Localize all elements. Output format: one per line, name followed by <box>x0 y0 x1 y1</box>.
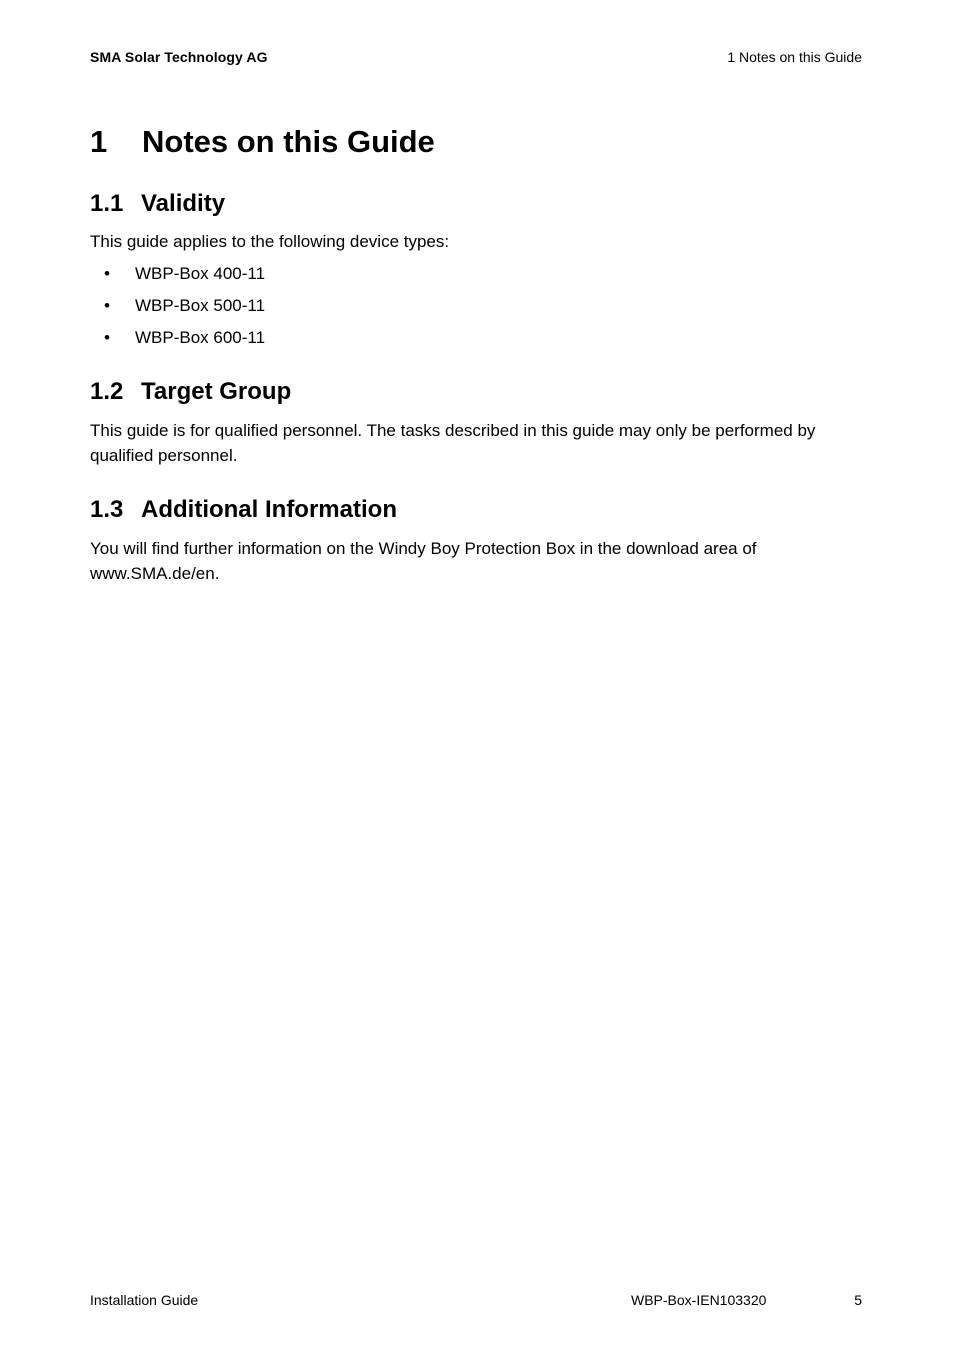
section-title-text: Target Group <box>141 378 292 405</box>
validity-intro: This guide applies to the following device types: <box>90 232 450 251</box>
bullet-icon: • <box>104 328 110 347</box>
additional-information-body: You will find further information on the Windy Boy Protection Box in the download area of www.SMA.de/en. <box>90 539 757 583</box>
section-title-validity <box>90 189 225 219</box>
footer-doc-id: WBP-Box-IEN103320 <box>631 1292 767 1308</box>
target-group-body: This guide is for qualified personnel. The tasks described in this guide may only be performed by qualified personnel. <box>90 421 816 465</box>
device-type: WBP-Box 600-11 <box>135 328 266 347</box>
device-type: WBP-Box 500-11 <box>135 296 266 315</box>
section-number: 1.1 <box>90 190 124 217</box>
bullet-icon: • <box>104 296 110 315</box>
section-title-text: Validity <box>141 190 226 217</box>
bullet-icon: • <box>104 264 110 283</box>
section-number: 1.3 <box>90 496 124 523</box>
device-type: WBP-Box 400-11 <box>135 264 266 283</box>
section-number: 1.2 <box>90 378 124 405</box>
header-chapter-ref: 1 Notes on this Guide <box>727 49 862 65</box>
footer-doc-type: Installation Guide <box>90 1292 199 1308</box>
section-title-target-group <box>90 377 291 407</box>
section-title-additional-information <box>90 495 397 525</box>
chapter-title-text: Notes on this Guide <box>142 124 435 159</box>
chapter-title <box>90 122 435 162</box>
header-company: SMA Solar Technology AG <box>90 49 268 65</box>
page-number: 5 <box>854 1292 862 1308</box>
section-title-text: Additional Information <box>141 496 397 523</box>
chapter-number: 1 <box>90 124 108 159</box>
